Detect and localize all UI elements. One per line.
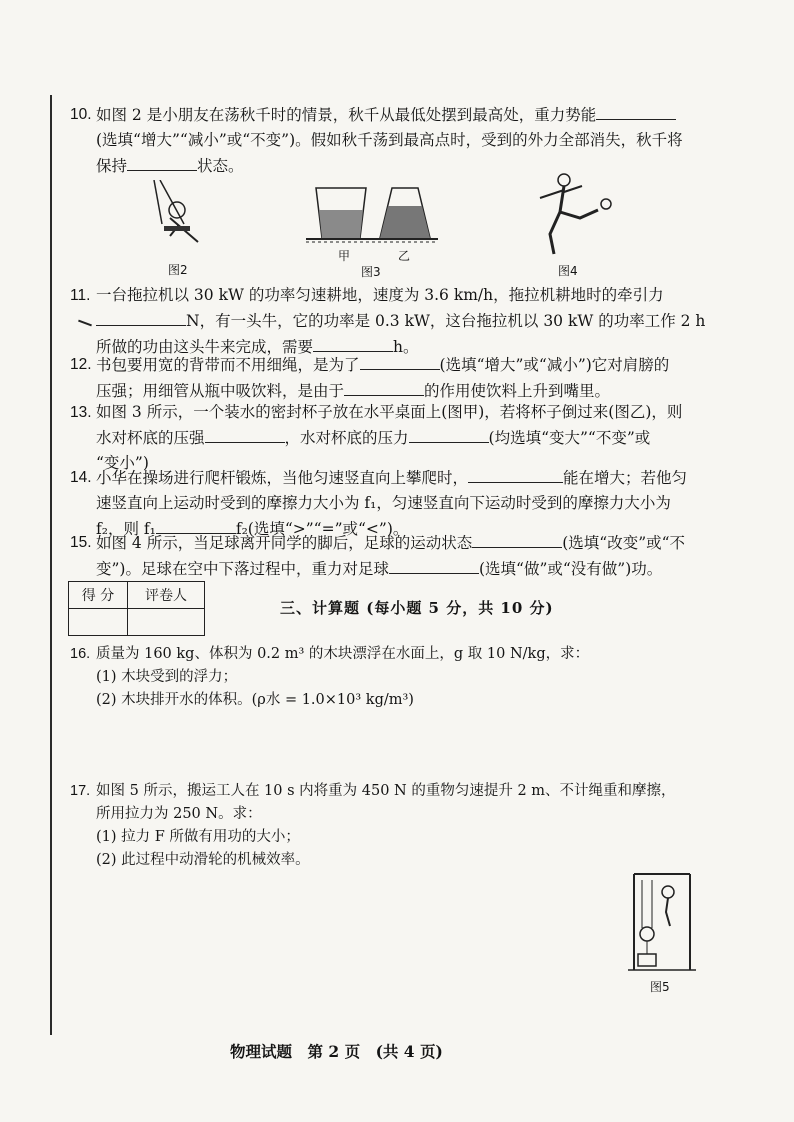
figure-4-football-player-image — [520, 172, 620, 260]
answer-blank[interactable] — [205, 425, 285, 443]
q17-text: 如图 5 所示，搬运工人在 10 s 内将重为 450 N 的重物匀速提升 2 m、不计绳重和摩擦， — [96, 783, 676, 799]
q15-text: (选填“做”或“没有做”)功。 — [478, 560, 663, 578]
section-3-title: 三、计算题 (每小题 5 分，共 10 分) — [280, 599, 554, 617]
grader-header: 评卷人 — [128, 582, 205, 609]
q14-text: 小华在操场进行爬杆锻炼，当他匀速竖直向上攀爬时， — [96, 469, 469, 487]
answer-blank[interactable] — [596, 102, 676, 120]
q10-text: (选填“增大”“减小”或“不变”)。假如秋千荡到最高点时，受到的外力全部消失，秋千将 — [96, 131, 683, 149]
question-number: 11. — [70, 287, 91, 304]
score-cell[interactable] — [69, 609, 128, 636]
q15-text: 如图 4 所示，当足球离开同学的脚后，足球的运动状态 — [96, 534, 473, 552]
answer-blank[interactable] — [409, 425, 489, 443]
question-number: 12. — [70, 356, 92, 373]
answer-blank[interactable] — [468, 465, 563, 483]
q14-text: f₂，则 f₁ — [96, 520, 156, 538]
grader-cell[interactable] — [128, 609, 205, 636]
figure-2-swing-image — [140, 180, 220, 260]
q13-text: 如图 3 所示，一个装水的密封杯子放在水平桌面上(图甲)，若将杯子倒过来(图乙)，则 — [96, 403, 683, 421]
binding-edge-line — [50, 95, 52, 1035]
q10-text: 保持 — [96, 157, 128, 175]
figure-3-label-jia: 甲 — [338, 249, 351, 263]
question-12 — [70, 352, 716, 404]
figure-4-caption: 图4 — [558, 264, 578, 278]
q11-text: 一台拖拉机以 30 kW 的功率匀速耕地，速度为 3.6 km/h，拖拉机耕地时的牵引力 — [96, 286, 664, 304]
score-table — [68, 581, 205, 636]
answer-blank[interactable] — [127, 153, 197, 171]
q14-text: f₂(选填“>”“=”或“<”)。 — [235, 520, 409, 538]
q16-part-1: (1) 木块受到的浮力； — [96, 669, 238, 685]
q12-text: (选填“增大”或“减小”)它对肩膀的 — [439, 356, 670, 374]
q11-text: N，有一头牛，它的功率是 0.3 kW，这台拖拉机以 30 kW 的功率工作 2 h — [186, 312, 706, 330]
q13-text: 水对杯底的压强 — [96, 429, 205, 447]
answer-blank[interactable] — [389, 556, 479, 574]
q12-text: 书包要用宽的背带而不用细绳，是为了 — [96, 356, 360, 374]
score-header: 得 分 — [69, 582, 128, 609]
q13-text: ，水对杯底的压力 — [284, 429, 409, 447]
figure-3-caption: 图3 — [361, 265, 381, 279]
q12-text: 压强；用细管从瓶中吸饮料，是由于 — [96, 382, 345, 400]
answer-blank[interactable] — [96, 308, 186, 326]
q10-text: 状态。 — [197, 157, 244, 175]
q16-part-2: (2) 木块排开水的体积。(ρ水 = 1.0×10³ kg/m³) — [96, 692, 414, 708]
q10-text: 如图 2 是小朋友在荡秋千时的情景，秋千从最低处摆到最高处，重力势能 — [96, 106, 597, 124]
q15-text: (选填“改变”或“不 — [562, 534, 686, 552]
q16-text: 质量为 160 kg、体积为 0.2 m³ 的木块漂浮在水面上，g 取 10 N/kg，求： — [96, 646, 590, 662]
question-10 — [70, 102, 716, 179]
q14-text: 速竖直向上运动时受到的摩擦力大小为 f₁，匀速竖直向下运动时受到的摩擦力大小为 — [96, 494, 671, 512]
q11-text: 所做的功由这头牛来完成，需要 — [96, 338, 314, 356]
figure-5-caption: 图5 — [650, 980, 670, 994]
question-15 — [70, 530, 716, 582]
q15-text: 变”)。足球在空中下落过程中，重力对足球 — [96, 560, 389, 578]
page-footer: 物理试题 第 2 页 (共 4 页) — [230, 1042, 443, 1061]
q13-text: (均选填“变大”“不变”或 — [488, 429, 651, 447]
question-number: 10. — [70, 106, 92, 123]
figure-3-label-yi: 乙 — [398, 249, 411, 263]
question-17 — [70, 780, 716, 872]
q17-text: 所用拉力为 250 N。求： — [96, 806, 262, 822]
question-number: 13. — [70, 404, 92, 421]
answer-blank[interactable] — [313, 334, 393, 352]
question-16 — [70, 643, 716, 712]
q13-text: “变小”) — [96, 454, 149, 472]
figure-3-cups-image — [306, 186, 438, 246]
q17-part-2: (2) 此过程中动滑轮的机械效率。 — [96, 852, 310, 868]
question-number: 14. — [70, 469, 92, 486]
q17-part-1: (1) 拉力 F 所做有用功的大小； — [96, 829, 300, 845]
answer-blank[interactable] — [344, 378, 424, 396]
q14-text: 能在增大；若他匀 — [563, 469, 688, 487]
question-number: 16. — [70, 646, 91, 662]
answer-blank[interactable] — [472, 530, 562, 548]
question-number: 17. — [70, 783, 91, 799]
q11-text: h。 — [393, 338, 419, 356]
answer-blank[interactable] — [360, 352, 440, 370]
q12-text: 的作用使饮料上升到嘴里。 — [424, 382, 611, 400]
question-11 — [70, 283, 716, 360]
margin-mark — [78, 320, 92, 327]
figure-5-pulley-image — [628, 870, 696, 975]
figure-2-caption: 图2 — [168, 263, 188, 277]
question-number: 15. — [70, 534, 92, 551]
